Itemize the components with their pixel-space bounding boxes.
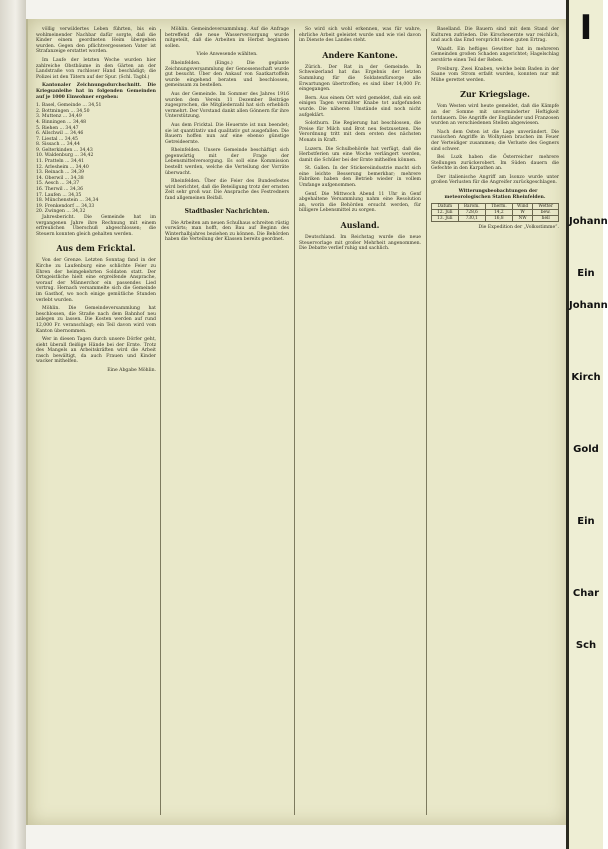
- list-item: 12. Arlesheim ... 34,40: [36, 164, 89, 170]
- col3-section-heading: Andere Kantone.: [322, 49, 398, 60]
- big-headline-letter: I: [579, 8, 593, 48]
- table-cell: 13. Juli: [432, 216, 459, 222]
- col3-paragraph-7: Genf. Die Mittwoch Abend 11 Uhr in Genf abgehaltene Versammlung nahm eine Resolution an, worin die Behörden ersucht werden, für billigere Lebensmittel zu sorgen.: [299, 191, 421, 214]
- col4-paragraph-4: Vom Westen wird heute gemeldet, daß die Kämpfe an der Somme mit unverminderter Heftigkeit fortdauern. Die Angriffe der Engländer und Franzosen wurden an verschiedenen Stellen abgewiesen.: [431, 104, 559, 127]
- col2-paragraph-1: Möhlin. Gemeindeversammlung. Auf die Anfrage betreffend die neue Wasserversorgung wurde mitgeteilt, daß die Arbeiten im Herbst beginnen sollen.: [165, 27, 289, 49]
- list-item: 11. Pratteln ... 34,41: [36, 159, 85, 165]
- ad-line: Johann: [569, 216, 608, 227]
- col3-section-heading-2: Ausland.: [340, 220, 380, 231]
- table-header: Wetter: [533, 204, 559, 210]
- ad-line: Johann: [569, 300, 608, 311]
- col4-paragraph-6: Bei Luzk haben die Österreicher mehrere Stellungen zurückerobert. Im Süden dauern die Gefechte in den Karpathen an.: [431, 155, 559, 172]
- list-item: 2. Bottmingen ... 34,50: [36, 108, 90, 114]
- list-item: 6. Allschwil ... 34,46: [36, 131, 84, 137]
- col1-paragraph-5: Möhlin. Die Gemeindeversammlung hat beschlossen, die Straße nach dem Bahnhof neu anlegen zu lassen. Die Kosten werden auf rund 12,000 Fr. veranschlagt; ein Teil davon wird vom Kanton übernommen.: [36, 306, 156, 334]
- column-1: [36, 27, 156, 817]
- list-item: 5. Riehen ... 34,47: [36, 125, 79, 131]
- col1-signature: Eine Abgabe Möhlin.: [107, 368, 156, 374]
- col2-paragraph-3: Rheinfelden. (Eings.) Die geplante Zeichnungsversammlung der Genossenschaft wurde gut besucht. Über den Ankauf von Saatkartoffeln wurde eingehend beraten und beschlossen, gemeinsam zu bestellen.: [165, 60, 289, 89]
- table-header: Therm.: [485, 204, 512, 210]
- table-cell: 14,2: [485, 210, 512, 216]
- list-item: 20. Zwingen ... 34,32: [36, 209, 86, 215]
- col1-section-heading: Aus dem Fricktal.: [56, 243, 136, 254]
- col1-paragraph-6: Wer in diesen Tagen durch unsere Dörfer geht, sieht überall fleißige Hände bei der Ernte. Trotz des Mangels an Arbeitskräften wird die Arbeit rasch bewältigt, da auch Frauen und Kinder wacker mithelfen.: [36, 337, 156, 365]
- list-item: 10. Waldenburg ... 34,42: [36, 153, 94, 159]
- table-header-row: [432, 204, 559, 210]
- col2-paragraph-8: Die Arbeiten am neuen Schulhaus schreiten rüstig vorwärts; man hofft, den Bau auf Beginn des Winterhalbjahres beziehen zu können. Die Behörden haben die Verteilung der Klassen bereits geordnet.: [165, 220, 289, 243]
- column-rule-1: [160, 29, 161, 815]
- list-item: 13. Reinach ... 34,39: [36, 170, 85, 176]
- col3-paragraph-2: Zürich. Der Rat in der Gemeinde. In Schweizerland hat das Ergebnis der letzten Sammlung für die Soldatenfürsorge alle Erwartungen übertroffen; es sind über 14,000 Fr. eingegangen.: [299, 64, 421, 93]
- adjacent-page-edge: [566, 0, 608, 849]
- list-item: 18. Münchenstein ... 34,34: [36, 198, 99, 204]
- col2-section-heading: Stadtbasler Nachrichten.: [184, 207, 270, 215]
- col3-paragraph-4: Solothurn. Die Regierung hat beschlossen, die Preise für Milch und Brot neu festzusetzen. Die Verordnung tritt mit dem ersten des nächsten Monats in Kraft.: [299, 121, 421, 143]
- col4-table-title: Witterungsbeobachtungen der meteorologischen Station Rheinfelden.: [444, 189, 546, 200]
- newspaper-page: [26, 19, 568, 825]
- book-binding: [0, 0, 26, 849]
- table-header: Barom.: [458, 204, 485, 210]
- list-item: 16. Therwil ... 34,36: [36, 187, 84, 193]
- col4-footer: Die Expedition der „Volksstimme“.: [478, 225, 559, 231]
- table-cell: 728,6: [458, 210, 485, 216]
- ad-line: Ein: [577, 516, 595, 527]
- col1-paragraph-2: Im Laufe der letzten Woche wurden hier zahlreiche Obstbäume in den Gärten an der Landstraße von ruchloser Hand beschädigt; die Polizei ist den Tätern auf der Spur. (Schl. Tagbl.): [36, 57, 156, 80]
- list-item: 7. Liestal ... 34,45: [36, 136, 78, 142]
- ad-line: Char: [572, 588, 600, 599]
- column-2: [165, 27, 289, 817]
- column-3: [299, 27, 421, 817]
- table-cell: 12. Juli: [432, 210, 459, 216]
- col2-paragraph-7: Rheinfelden. Über die Feier des Bundesfestes wird berichtet, daß die Beteiligung trotz der ernsten Zeit sehr groß war. Die Ansprache des Festredners fand allgemeinen Beifall.: [165, 179, 289, 202]
- list-item: 15. Aesch ... 34,37: [36, 181, 80, 187]
- col2-paragraph-5: Aus dem Fricktal. Die Heuernte ist nun beendet; sie ist quantitativ und qualitativ gut ausgefallen. Die Bauern hoffen nun auf eine ebenso günstige Getreideernte.: [165, 122, 289, 145]
- col1-paragraph-1: völlig verwildertes Leben führten, bis ein wohlmeinender Nachbar dafür sorgte, daß die Kinder einem geordneten Heim übergeben wurden. Gegen den pflichtvergessenen Vater ist Strafanzeige erstattet worden.: [36, 27, 156, 55]
- list-item: 8. Sissach ... 34,44: [36, 142, 80, 148]
- col1-ranking-list: [36, 103, 156, 215]
- table-cell: bew.: [533, 210, 559, 216]
- ad-line: Gold: [573, 444, 599, 455]
- list-item: 4. Binningen ... 34,48: [36, 119, 87, 125]
- col4-paragraph-2: Waadt. Ein heftiges Gewitter hat in mehreren Gemeinden großen Schaden angerichtet; Hagelschlag zerstörte einen Teil der Reben.: [431, 46, 559, 63]
- table-row: [432, 216, 559, 222]
- col1-paragraph-4: Von der Grenze. Letzten Sonntag fand in der Kirche zu Laufenburg eine schlichte Feier zu Ehren der heimgekehrten Soldaten statt. Der Ortsgeistliche hielt eine ergreifende Ansprache, worauf der Männerchor ein passendes Lied vortrug. Hernach versammelte sich die Gemeinde im Gasthof, wo noch einige gemütliche Stunden verlebt wurden.: [36, 258, 156, 303]
- col4-section-heading: Zur Kriegslage.: [460, 89, 530, 100]
- col3-paragraph-6: St. Gallen. In der Stickereiindustrie macht sich eine leichte Besserung bemerkbar; mehrere Fabriken haben den Betrieb wieder in vollem Umfange aufgenommen.: [299, 166, 421, 189]
- table-cell: 16,8: [485, 216, 512, 222]
- list-item: 3. Muttenz ... 34,49: [36, 114, 82, 120]
- col3-paragraph-1: So wird sich wohl erkennen, was für wahre, ehrliche Arbeit geleistet wurde und wie viel davon im Dienste des Landes steht.: [299, 27, 421, 44]
- table-cell: W: [512, 210, 533, 216]
- ad-line: Sch: [575, 640, 597, 651]
- table-header: Wind: [512, 204, 533, 210]
- list-item: 14. Oberwil ... 34,38: [36, 175, 84, 181]
- ad-line: Kirch: [571, 372, 601, 383]
- table-cell: NW: [512, 216, 533, 222]
- table-header: Datum: [432, 204, 459, 210]
- list-item: 9. Gelterkinden ... 34,43: [36, 147, 93, 153]
- col4-paragraph-7: Der italienische Angriff am Isonzo wurde unter großen Verlusten für die Angreifer zurückgeschlagen.: [431, 174, 559, 186]
- col2-paragraph-4: Aus der Gemeinde. Im Sommer des Jahres 1916 wurden dem Verein 11 Dezember Beiträge zugesprochen, die Mitgliederzahl hat sich erheblich vermehrt. Der Vorstand dankt allen Gönnern für ihre Unterstützung.: [165, 91, 289, 120]
- column-4: [431, 27, 559, 817]
- col2-paragraph-6: Rheinfelden. Unsere Gemeinde beschäftigt sich gegenwärtig mit der Frage der Lebensmittelversorgung. Es soll eine Kommission bestellt werden, welche die Verteilung der Vorräte überwacht.: [165, 148, 289, 176]
- col4-paragraph-1: Baselland. Die Bauern sind mit dem Stand der Kulturen zufrieden. Die Kirschenernte war reichlich, und auch das Emd verspricht einen guten Ertrag.: [431, 27, 559, 44]
- column-rule-3: [426, 29, 427, 815]
- table-cell: hell: [533, 216, 559, 222]
- col4-paragraph-3: Freiburg. Zwei Knaben, welche beim Baden in der Saane vom Strom erfaßt wurden, konnten nur mit Mühe gerettet werden.: [431, 66, 559, 83]
- col3-paragraph-3: Bern. Aus einem Ort wird gemeldet, daß ein seit einigen Tagen vermißter Knabe tot aufgefunden wurde. Die näheren Umstände sind noch nicht aufgeklärt.: [299, 95, 421, 118]
- column-rule-2: [294, 29, 295, 815]
- col3-paragraph-5: Luzern. Die Schulbehörde hat verfügt, daß die Herbstferien um eine Woche verlängert werden, damit die Schüler bei der Ernte mithelfen können.: [299, 146, 421, 163]
- ad-line: Ein: [577, 268, 595, 279]
- col1-paragraph-3: Jahresbericht. Die Gemeinde hat im vergangenen Jahre ihre Rechnung mit einem erfreulichen Überschuß abgeschlossen; die Steuern konnten gleich gehalten werden.: [36, 215, 156, 237]
- weather-table: [431, 203, 559, 222]
- col3-paragraph-8: Deutschland. Im Reichstag wurde die neue Steuervorlage mit großer Mehrheit angenommen. Die Debatte verlief ruhig und sachlich.: [299, 235, 421, 252]
- table-cell: 730,1: [458, 216, 485, 222]
- col1-list-title: Kantonaler Zeichnungsdurchschnitt. Die Kriegsanleihe hat in folgenden Gemeinden auf je 1000 Einwohner ergeben:: [36, 83, 156, 100]
- list-item: 17. Laufen ... 34,35: [36, 192, 82, 198]
- col4-paragraph-5: Nach dem Osten ist die Lage unverändert. Die russischen Angriffe in Wolhynien brachen im Feuer der Verteidiger zusammen; die Verluste des Gegners sind schwer.: [431, 129, 559, 152]
- list-item: 19. Frenkendorf ... 34,33: [36, 203, 95, 209]
- list-item: 1. Basel, Gemeinde ... 34,51: [36, 103, 102, 109]
- col2-paragraph-2: Viele Anwesende wählten.: [196, 52, 258, 58]
